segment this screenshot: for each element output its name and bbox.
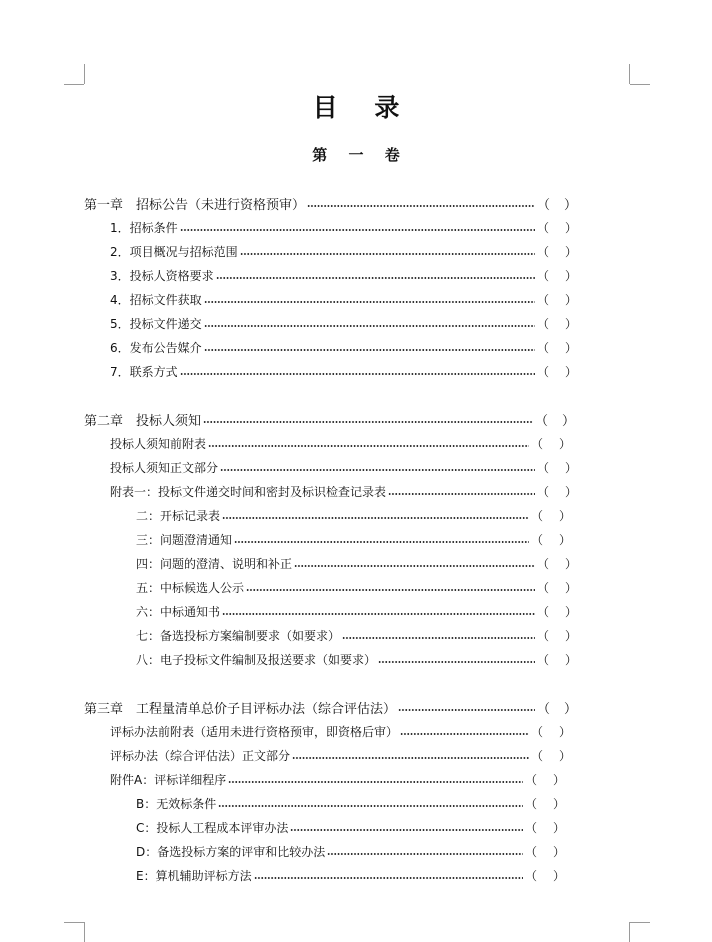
- page-ref-close-paren: ）: [558, 532, 571, 547]
- toc-entry[interactable]: [110, 721, 571, 741]
- page-number-placeholder: [531, 723, 571, 740]
- page-ref-open-paren: （: [537, 556, 550, 571]
- dot-leader: [388, 493, 535, 495]
- page-ref-close-paren: ）: [564, 244, 577, 259]
- page-number-placeholder: [537, 483, 577, 500]
- page-ref-close-paren: ）: [558, 748, 571, 763]
- toc-entry[interactable]: [110, 481, 577, 501]
- page-ref-close-paren: ）: [552, 820, 565, 835]
- crop-mark-top-right-v: [629, 64, 630, 84]
- dot-leader: [180, 229, 535, 231]
- toc-entry[interactable]: [110, 289, 577, 309]
- toc-entry[interactable]: [136, 577, 577, 597]
- page-number-placeholder: [531, 747, 571, 764]
- page-ref-open-paren: （: [531, 508, 544, 523]
- page-number-placeholder: [537, 339, 577, 356]
- toc-entry-text: C：投标人工程成本评审办法: [136, 820, 289, 835]
- page-ref-close-paren: ）: [552, 844, 565, 859]
- toc-entry[interactable]: [136, 529, 571, 549]
- page-ref-open-paren: （: [537, 604, 550, 619]
- page-ref-open-paren: （: [537, 197, 551, 213]
- dot-leader: [398, 709, 535, 711]
- dot-leader: [208, 445, 529, 447]
- page-number-placeholder: [537, 243, 577, 260]
- page-ref-close-paren: ）: [564, 460, 577, 475]
- page-ref-open-paren: （: [537, 701, 551, 717]
- dot-leader: [228, 781, 523, 783]
- page-ref-open-paren: （: [531, 724, 544, 739]
- toc-entry[interactable]: [136, 505, 571, 525]
- dot-leader: [204, 349, 535, 351]
- document-title: 目 录: [312, 93, 414, 122]
- crop-mark-top-left-h: [64, 84, 84, 85]
- dot-leader: [222, 517, 529, 519]
- toc-entry-text: 3．投标人资格要求: [110, 268, 214, 283]
- toc-entry[interactable]: [110, 313, 577, 333]
- toc-entry-text: 附表一：投标文件递交时间和密封及标识检查记录表: [110, 484, 387, 499]
- dot-leader: [327, 853, 523, 855]
- page-number-placeholder: [537, 651, 577, 668]
- toc-entry[interactable]: [110, 217, 577, 237]
- page-ref-open-paren: （: [537, 316, 550, 331]
- page-number-placeholder: [537, 363, 577, 380]
- page-ref-open-paren: （: [537, 244, 550, 259]
- dot-leader: [378, 661, 535, 663]
- toc-entry-text: 二：开标记录表: [136, 508, 221, 523]
- dot-leader: [240, 253, 535, 255]
- dot-leader: [294, 565, 535, 567]
- toc-entry[interactable]: [110, 745, 571, 765]
- toc-entry[interactable]: [136, 601, 577, 621]
- page-ref-close-paren: ）: [564, 268, 577, 283]
- toc-entry-text: 五：中标候选人公示: [136, 580, 245, 595]
- page-ref-open-paren: （: [525, 772, 538, 787]
- toc-entry-text: 三：问题澄清通知: [136, 532, 233, 547]
- page-number-placeholder: [525, 819, 565, 836]
- toc-entry[interactable]: [136, 649, 577, 669]
- toc-entry[interactable]: [136, 865, 565, 885]
- page-ref-close-paren: ）: [563, 701, 577, 717]
- dot-leader: [292, 757, 529, 759]
- page-ref-open-paren: （: [537, 292, 550, 307]
- toc-entry-text: 七：备选投标方案编制要求（如要求）: [136, 628, 341, 643]
- toc-entry-text: B：无效标条件: [136, 796, 217, 811]
- page-ref-open-paren: （: [537, 220, 550, 235]
- page-number-placeholder: [537, 698, 577, 717]
- dot-leader: [203, 421, 533, 423]
- page-number-placeholder: [537, 459, 577, 476]
- page-number-placeholder: [537, 267, 577, 284]
- page-ref-open-paren: （: [535, 413, 549, 429]
- page-number-placeholder: [525, 771, 565, 788]
- page-ref-open-paren: （: [525, 844, 538, 859]
- page-ref-close-paren: ）: [552, 772, 565, 787]
- page-ref-open-paren: （: [525, 868, 538, 883]
- page-ref-close-paren: ）: [552, 868, 565, 883]
- page-ref-open-paren: （: [537, 340, 550, 355]
- toc-entry-text: 评标办法（综合评估法）正文部分: [110, 748, 291, 763]
- dot-leader: [222, 613, 535, 615]
- page-ref-open-paren: （: [537, 580, 550, 595]
- toc-entry-text: 附件A：评标详细程序: [110, 772, 227, 787]
- page-number-placeholder: [537, 555, 577, 572]
- page-number-placeholder: [525, 867, 565, 884]
- page-number-placeholder: [531, 507, 571, 524]
- dot-leader: [246, 589, 535, 591]
- page-number-placeholder: [531, 531, 571, 548]
- page-ref-close-paren: ）: [564, 316, 577, 331]
- toc-entry-text: 7．联系方式: [110, 364, 178, 379]
- page-number-placeholder: [525, 843, 565, 860]
- dot-leader: [180, 373, 535, 375]
- toc-entry-text: 评标办法前附表（适用未进行资格预审，即资格后审）: [110, 724, 399, 739]
- page-ref-open-paren: （: [537, 364, 550, 379]
- page-ref-close-paren: ）: [564, 292, 577, 307]
- dot-leader: [216, 277, 535, 279]
- crop-mark-bottom-left-h: [64, 922, 84, 923]
- toc-entry-text: E：算机辅助评标方法: [136, 868, 252, 883]
- page-ref-close-paren: ）: [564, 580, 577, 595]
- page-ref-close-paren: ）: [564, 652, 577, 667]
- toc-chapter-entry[interactable]: [84, 193, 577, 213]
- dot-leader: [400, 733, 529, 735]
- toc-entry-text: 投标人须知前附表: [110, 436, 207, 451]
- crop-mark-bottom-right-v: [629, 922, 630, 942]
- toc-entry-text: 第三章 工程量清单总价子目评标办法（综合评估法）: [84, 701, 397, 717]
- page-number-placeholder: [537, 603, 577, 620]
- page-ref-close-paren: ）: [564, 484, 577, 499]
- toc-entry[interactable]: [136, 625, 577, 645]
- toc-entry[interactable]: [110, 433, 571, 453]
- toc-entry-text: D：备选投标方案的评审和比较办法: [136, 844, 326, 859]
- toc-entry-text: 四：问题的澄清、说明和补正: [136, 556, 293, 571]
- dot-leader: [204, 301, 535, 303]
- page-ref-open-paren: （: [531, 748, 544, 763]
- page-ref-open-paren: （: [525, 820, 538, 835]
- toc-entry-text: 6．发布公告媒介: [110, 340, 202, 355]
- toc-entry-text: 八：电子投标文件编制及报送要求（如要求）: [136, 652, 377, 667]
- toc-entry[interactable]: [110, 769, 565, 789]
- toc-entry-text: 第一章 招标公告（未进行资格预审）: [84, 197, 306, 213]
- page-number-placeholder: [537, 315, 577, 332]
- page-number-placeholder: [535, 410, 575, 429]
- page-ref-open-paren: （: [537, 652, 550, 667]
- toc-entry-text: 六：中标通知书: [136, 604, 221, 619]
- toc-entry[interactable]: [136, 553, 577, 573]
- toc-chapter-entry[interactable]: [84, 697, 577, 717]
- dot-leader: [342, 637, 535, 639]
- page-ref-close-paren: ）: [564, 556, 577, 571]
- crop-mark-top-right-h: [630, 84, 650, 85]
- dot-leader: [254, 877, 523, 879]
- page-ref-open-paren: （: [537, 484, 550, 499]
- dot-leader: [307, 205, 535, 207]
- toc-entry[interactable]: [136, 841, 565, 861]
- page-ref-close-paren: ）: [561, 413, 575, 429]
- page-number-placeholder: [537, 291, 577, 308]
- page-ref-open-paren: （: [537, 268, 550, 283]
- page-ref-close-paren: ）: [558, 508, 571, 523]
- dot-leader: [218, 805, 523, 807]
- toc-entry[interactable]: [110, 265, 577, 285]
- page-number-placeholder: [525, 795, 565, 812]
- toc-entry-text: 第二章 投标人须知: [84, 413, 202, 429]
- page-number-placeholder: [537, 627, 577, 644]
- dot-leader: [204, 325, 535, 327]
- page-ref-close-paren: ）: [563, 197, 577, 213]
- dot-leader: [220, 469, 535, 471]
- page-ref-open-paren: （: [531, 436, 544, 451]
- toc-entry-text: 4．招标文件获取: [110, 292, 202, 307]
- page-ref-close-paren: ）: [558, 436, 571, 451]
- page-ref-close-paren: ）: [564, 604, 577, 619]
- dot-leader: [234, 541, 529, 543]
- toc-entry-text: 投标人须知正文部分: [110, 460, 219, 475]
- page-ref-close-paren: ）: [564, 628, 577, 643]
- page-ref-open-paren: （: [537, 460, 550, 475]
- volume-heading: 第 一 卷: [312, 146, 408, 164]
- page-ref-open-paren: （: [531, 532, 544, 547]
- toc-entry-text: 1．招标条件: [110, 220, 178, 235]
- page-ref-open-paren: （: [537, 628, 550, 643]
- page-number-placeholder: [537, 579, 577, 596]
- page-ref-close-paren: ）: [558, 724, 571, 739]
- toc-entry[interactable]: [136, 793, 565, 813]
- toc-entry[interactable]: [110, 337, 577, 357]
- page-number-placeholder: [531, 435, 571, 452]
- toc-entry-text: 2．项目概况与招标范围: [110, 244, 238, 259]
- page-ref-open-paren: （: [525, 796, 538, 811]
- toc-entry-text: 5．投标文件递交: [110, 316, 202, 331]
- toc-entry[interactable]: [110, 361, 577, 381]
- crop-mark-bottom-right-h: [630, 922, 650, 923]
- page-ref-close-paren: ）: [564, 364, 577, 379]
- toc-entry[interactable]: [136, 817, 565, 837]
- crop-mark-bottom-left-v: [84, 922, 85, 942]
- page-ref-close-paren: ）: [552, 796, 565, 811]
- page-number-placeholder: [537, 219, 577, 236]
- dot-leader: [290, 829, 523, 831]
- page-number-placeholder: [537, 194, 577, 213]
- page-ref-close-paren: ）: [564, 340, 577, 355]
- toc-entry[interactable]: [110, 241, 577, 261]
- page-ref-close-paren: ）: [564, 220, 577, 235]
- toc-chapter-entry[interactable]: [84, 409, 575, 429]
- crop-mark-top-left-v: [84, 64, 85, 84]
- toc-entry[interactable]: [110, 457, 577, 477]
